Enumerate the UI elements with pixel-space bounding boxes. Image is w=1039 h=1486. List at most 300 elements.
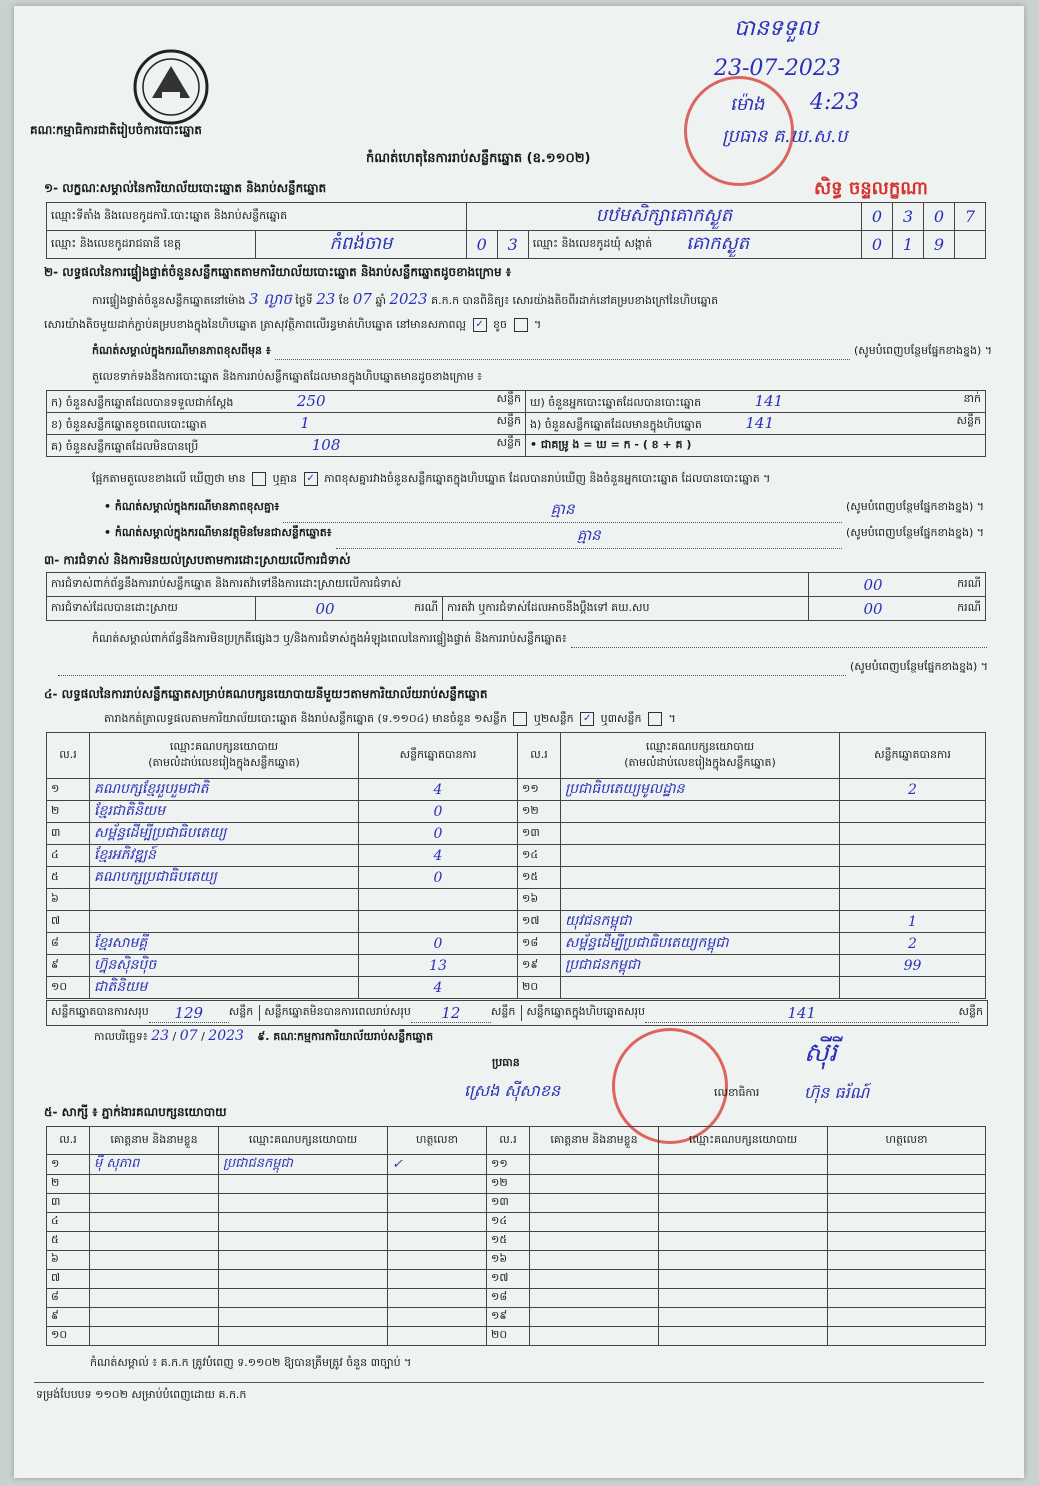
s5-row-sign — [828, 1327, 986, 1346]
s4-row-party: យុវជនកម្ពុជា — [561, 911, 840, 933]
s5-row-name — [530, 1270, 659, 1289]
s2-row3-left-label: គ) ចំនួនសន្លឹកឆ្នោតដែលមិនបានប្រើ — [51, 439, 199, 453]
s1-row2-label: ឈ្មោះ និងលេខកូដរាជធានី ខេត្ត — [47, 231, 256, 259]
s5-row-sign — [828, 1213, 986, 1232]
s2-bullet2-value[interactable]: គ្មាន — [336, 526, 842, 549]
witness-row — [47, 1194, 986, 1213]
s5-row-no: ៦ — [47, 1251, 90, 1270]
s5-row-sign — [828, 1289, 986, 1308]
s4-member-sign: ស៊ីរី — [804, 1038, 838, 1068]
received-date: 23-07-2023 — [714, 56, 841, 81]
org-name: គណៈកម្មាធិការជាតិរៀបចំការបោះឆ្នោត — [30, 123, 202, 137]
s4-invalid-value: 12 — [411, 1004, 491, 1023]
s4-row-votes: 0 — [359, 933, 518, 955]
s5-col-no: ល.រ — [47, 1127, 90, 1155]
s1-row1-value: បឋមសិក្សាគោកស្ងួត — [466, 203, 861, 231]
s5-col-no-2: ល.រ — [487, 1127, 530, 1155]
s4-row-no: ១២ — [518, 801, 561, 823]
s5-row-no: ៥ — [47, 1232, 90, 1251]
s4-row-party: ហ្វ៊ុនស៊ិនប៉ិច — [90, 955, 359, 977]
s2-row1-right — [526, 391, 986, 413]
s1-row1-code-2: 3 — [893, 203, 924, 231]
s2-year-label: ឆ្នាំ — [375, 294, 386, 307]
s2-check-label: ផ្អែកតាមតួលេខខាងលើ ឃើញថា មាន — [92, 472, 246, 485]
results-row — [47, 911, 986, 933]
s3-row1-label: ការជំទាស់ពាក់ព័ន្ធនឹងការរាប់សន្លឹកឆ្នោត និងការតវ៉ាទៅនឹងការដោះស្រាយលើការជំទាស់ — [47, 573, 809, 597]
s4-date-month: 07 — [179, 1028, 198, 1044]
s3-table — [46, 572, 986, 621]
s5-row-party — [659, 1194, 828, 1213]
s5-row-sign — [828, 1155, 986, 1175]
s5-row-name — [530, 1327, 659, 1346]
s4-row-no: ៩ — [47, 955, 90, 977]
s2-intro: តួលេខទាក់ទងនឹងការបោះឆ្នោត និងការរាប់សន្លឹកឆ្នោតដែលមានក្នុងហិបឆ្នោតមានដូចខាងក្រោម ៖ — [92, 370, 483, 383]
s2-row1-right-val: 141 — [754, 391, 784, 410]
s2-bullet1-suffix: (សូមបំពេញបន្ថែមផ្នែកខាងខ្នង) ។ — [845, 500, 984, 513]
s4-invalid-label: សន្លឹកឆ្នោតមិនបានការពេលរាប់សរុប — [264, 1005, 411, 1018]
s5-col-name-2: គោត្តនាម និងនាមខ្លួន — [530, 1127, 659, 1155]
s4-row-votes: 4 — [359, 779, 518, 801]
s5-row-name — [530, 1213, 659, 1232]
section1-table — [46, 202, 986, 259]
s4-total-unit: សន្លឹក — [229, 1005, 260, 1021]
results-row — [47, 801, 986, 823]
s4-row-votes — [359, 889, 518, 911]
s2-formula: • ជាគម្រូ ង = ឃ = ក - ( ខ + គ ) — [530, 437, 692, 451]
s4-opt2: ឬ២សន្លឹក — [533, 712, 574, 725]
s4-row-votes: 0 — [359, 867, 518, 889]
s2-bullet2-suffix: (សូមបំពេញបន្ថែមផ្នែកខាងខ្នង) ។ — [845, 526, 984, 539]
s4-total-value: 129 — [149, 1004, 229, 1023]
s5-row-name — [530, 1308, 659, 1327]
s2-note — [92, 344, 992, 360]
witness-row — [47, 1308, 986, 1327]
s4-row-votes: 4 — [359, 845, 518, 867]
s4-row-party — [561, 889, 840, 911]
s4-chair-sign: ស្រេង ស៊ីសាខន — [464, 1081, 561, 1100]
s4-row-party: ជាតិនិយម — [90, 977, 359, 999]
s4-row-party: សម្ព័ន្ធដើម្បីប្រជាធិបតេយ្យ — [90, 823, 359, 845]
document-page — [14, 6, 1024, 1478]
s5-row-sign — [388, 1327, 487, 1346]
s4-row-votes — [840, 889, 986, 911]
s2-row2-right — [526, 413, 986, 435]
s5-row-name — [530, 1155, 659, 1175]
s4-row-votes: 99 — [840, 955, 986, 977]
s4-box-value: 141 — [645, 1004, 959, 1023]
s5-row-party — [219, 1194, 388, 1213]
s5-row-name — [530, 1175, 659, 1194]
s5-row-party — [219, 1232, 388, 1251]
s1-row1-code-1: 0 — [862, 203, 893, 231]
s5-row-party — [659, 1213, 828, 1232]
s2-row3-left-val: 108 — [311, 435, 341, 454]
s5-row-name — [90, 1327, 219, 1346]
s4-row-no: ១៩ — [518, 955, 561, 977]
s3-row2-val2: 00 — [809, 597, 938, 621]
s5-row-name — [90, 1175, 219, 1194]
s5-col-name: គោត្តនាម និងនាមខ្លួន — [90, 1127, 219, 1155]
s4-intro: តារាងកត់ត្រាលទ្ធផលតាមការិយាល័យបោះឆ្នោត និងរាប់សន្លឹកឆ្នោត (ទ.១១០៤) មានចំនួន ១សន្លឹក ឬ២សន្លឹក ✓ ឬ៣សន្លឹក ។ — [104, 712, 676, 725]
one-sheet-checkbox[interactable] — [513, 712, 527, 726]
results-row — [47, 867, 986, 889]
s4-row-no: ១៦ — [518, 889, 561, 911]
s4-col-no: ល.រ — [47, 733, 90, 779]
s2-note-suffix: (សូមបំពេញបន្ថែមផ្នែកខាងខ្នង) ។ — [853, 344, 992, 357]
results-row — [47, 889, 986, 911]
section1-title: ១- លក្ខណៈសម្គាល់នៃការិយាល័យបោះឆ្នោត និងរាប់សន្លឹកឆ្នោត — [44, 181, 327, 195]
s4-row-no: ១ — [47, 779, 90, 801]
s1-row2-code2-3: 9 — [924, 231, 955, 259]
s4-date-year: 2023 — [208, 1028, 244, 1044]
s4-row-votes: 13 — [359, 955, 518, 977]
s4-col-party-sub: (តាមលំដាប់លេខរៀងក្នុងសន្លឹកឆ្នោត) — [148, 755, 300, 769]
witness-row — [47, 1327, 986, 1346]
s4-row-votes: 0 — [359, 801, 518, 823]
s5-row-name — [90, 1289, 219, 1308]
s2-line2: សោរយ៉ាងតិចមួយដាក់ភ្ជាប់គម្របខាងក្នុងនៃហិបឆ្នោត ត្រាសុវត្ថិភាពលើរន្ធមាត់ហិបឆ្នោត នៅមានសភាពល្អ ✓ ខូច ។ — [44, 318, 542, 331]
s2-year: 2023 — [389, 290, 428, 308]
s1-row1-code-3: 0 — [924, 203, 955, 231]
s5-row-no: ១១ — [487, 1155, 530, 1175]
s5-row-party: ប្រជាជនកម្ពុជា — [219, 1155, 388, 1175]
received-signature: ប្រធាន គ.ឃ.ស.ប — [722, 126, 848, 147]
s3-note-label: កំណត់សម្គាល់ពាក់ព័ន្ធនឹងការមិនប្រក្រតីផ្សេងៗ ឬ/និងការជំទាស់ក្នុងអំឡុងពេលនៃការផ្ទៀងផ្ទាត់ និងការរាប់សន្លឹកឆ្នោត៖ — [92, 632, 567, 645]
s2-row2-left-unit: សន្លឹក — [496, 413, 521, 427]
s2-line1a: ការផ្ទៀងផ្ទាត់ចំនួនសន្លឹកឆ្នោតនៅម៉ោង — [92, 294, 246, 307]
s4-invalid-unit: សន្លឹក — [491, 1005, 522, 1021]
s5-row-no: ១៩ — [487, 1308, 530, 1327]
three-sheets-checkbox[interactable] — [648, 712, 662, 726]
s4-intro-text: តារាងកត់ត្រាលទ្ធផលតាមការិយាល័យបោះឆ្នោត និងរាប់សន្លឹកឆ្នោត (ទ.១១០៤) មានចំនួន ១សន្លឹក — [104, 712, 507, 725]
results-row — [47, 977, 986, 999]
s1-row2-code2-1: 0 — [862, 231, 893, 259]
s2-row1-left — [47, 391, 526, 413]
s5-row-sign: ✓ — [388, 1155, 487, 1175]
s5-col-sign-2: ហត្ថលេខា — [828, 1127, 986, 1155]
witness-row — [47, 1175, 986, 1194]
s5-row-sign — [828, 1175, 986, 1194]
received-time: 4:23 — [810, 90, 860, 115]
has-difference-checkbox[interactable] — [252, 472, 266, 486]
s4-box-label: សន្លឹកឆ្នោតក្នុងហិបឆ្នោតសរុប — [526, 1005, 646, 1018]
s2-row3-left-unit: សន្លឹក — [496, 435, 521, 449]
s4-date-label: កាលបរិច្ឆេទ៖ — [94, 1030, 148, 1043]
s2-month-label: ខែ — [338, 294, 350, 307]
s5-row-no: ៧ — [47, 1270, 90, 1289]
s2-line1c: គ.ក.ក បានពិនិត្យ៖ សោរយ៉ាងតិចពីរដាក់នៅគម្របខាងក្រៅនៃហិបឆ្នោត — [431, 294, 719, 307]
s5-row-no: ១៤ — [487, 1213, 530, 1232]
witness-row — [47, 1251, 986, 1270]
s5-row-party — [219, 1251, 388, 1270]
s4-row-votes — [840, 977, 986, 999]
s3-row2-label2: ការតវ៉ា ឬការជំទាស់ដែលអាចនឹងប្តឹងទៅ គឃ.សប — [443, 597, 809, 621]
s4-col-party-label-2: ឈ្មោះគណបក្សនយោបាយ — [645, 739, 755, 753]
s5-row-no: ១៦ — [487, 1251, 530, 1270]
s3-row2-unit2: ករណី — [937, 597, 986, 621]
s4-row-no: ២ — [47, 801, 90, 823]
s3-row1-val: 00 — [809, 573, 938, 597]
s4-col-party — [90, 733, 359, 779]
s4-row-party: គណបក្សប្រជាធិបតេយ្យ — [90, 867, 359, 889]
s4-opt3: ឬ៣សន្លឹក — [600, 712, 642, 725]
s5-row-party — [659, 1232, 828, 1251]
received-red-name: សិទ្ធ ចន្ទលក្ខណា — [814, 178, 928, 199]
s4-committee: ៩. គណៈកម្មការការិយាល័យរាប់សន្លឹកឆ្នោត — [257, 1030, 434, 1043]
s2-bullet1 — [104, 500, 984, 523]
s5-row-no: ១០ — [47, 1327, 90, 1346]
s1-row2-label2-text: ឈ្មោះ និងលេខកូដឃុំ សង្កាត់ — [532, 236, 653, 250]
s5-row-no: ៨ — [47, 1289, 90, 1308]
s2-row1-left-unit: សន្លឹក — [496, 391, 521, 405]
s4-col-party-label: ឈ្មោះគណបក្សនយោបាយ — [169, 739, 279, 753]
s4-results-table — [46, 732, 986, 999]
s5-row-no: ២ — [47, 1175, 90, 1194]
s4-row-party — [90, 911, 359, 933]
s5-row-sign — [828, 1251, 986, 1270]
s5-row-sign — [388, 1270, 487, 1289]
s5-row-no: ៤ — [47, 1213, 90, 1232]
s5-row-sign — [388, 1251, 487, 1270]
s2-note-line[interactable] — [275, 344, 850, 360]
s1-row2-value: កំពង់ចាម — [256, 231, 467, 259]
s2-check-opt2: ភាពខុសគ្នារវាងចំនួនសន្លឹកឆ្នោតក្នុងហិបឆ្នោត ដែលបានរាប់ឃើញ និងចំនួនអ្នកបោះឆ្នោត ដែលបានបោះឆ្នោត ។ — [324, 472, 771, 485]
s4-date-day: 23 — [151, 1028, 170, 1044]
s4-secretary-sign: ហ៊ុន ធរ័ណ៍ — [804, 1083, 870, 1102]
s5-footer: ទម្រង់បែបបទ ១១០២ សម្រាប់បំពេញដោយ គ.ក.ក — [36, 1388, 247, 1401]
s4-col-votes: សន្លឹកឆ្នោតបានការ — [359, 733, 518, 779]
s4-row-party — [561, 845, 840, 867]
s5-row-no: ២០ — [487, 1327, 530, 1346]
s5-row-party — [219, 1308, 388, 1327]
section5-title: ៥- សាក្សី ៖ ភ្នាក់ងារគណបក្សនយោបាយ — [44, 1105, 227, 1119]
s4-row-no: ៣ — [47, 823, 90, 845]
s5-row-party — [219, 1327, 388, 1346]
s4-row-no: ៧ — [47, 911, 90, 933]
s4-row-votes — [840, 801, 986, 823]
s5-row-sign — [388, 1194, 487, 1213]
s2-bullet1-label: • កំណត់សម្គាល់ក្នុងករណីមានភាពខុសគ្នា៖ — [104, 500, 280, 513]
s4-row-party: ប្រជាធិបតេយ្យមូលដ្ឋាន — [561, 779, 840, 801]
s4-row-no: ២០ — [518, 977, 561, 999]
s4-row-party — [90, 889, 359, 911]
results-row — [47, 823, 986, 845]
s3-note — [92, 632, 987, 648]
witness-row — [47, 1232, 986, 1251]
s2-bad-label: ខូច — [493, 318, 507, 331]
s5-row-no: ១៣ — [487, 1194, 530, 1213]
s5-row-sign — [388, 1232, 487, 1251]
s4-date-line: កាលបរិច្ឆេទ៖ 23 / 07 / 2023 ៩. គណៈកម្មការការិយាល័យរាប់សន្លឹកឆ្នោត — [94, 1028, 434, 1044]
section2-title: ២- លទ្ធផលនៃការផ្ទៀងផ្ទាត់ចំនួនសន្លឹកឆ្នោតតាមការិយាល័យបោះឆ្នោត និងរាប់សន្លឹកឆ្នោតដូចខាងក្រោម ៖ — [44, 265, 512, 279]
s3-row2-val: 00 — [256, 597, 395, 621]
s2-row2-right-unit: សន្លឹក — [956, 413, 981, 427]
s5-row-name: ម៉ី សុភាព — [90, 1155, 219, 1175]
s4-row-votes — [840, 823, 986, 845]
s2-line1 — [92, 290, 1012, 312]
s5-row-no: ១៥ — [487, 1232, 530, 1251]
s2-bullet2-label: • កំណត់សម្គាល់ក្នុងករណីមានវត្ថុមិនមែនជាសន្លឹកឆ្នោត៖ — [104, 526, 332, 539]
s2-row3-left — [47, 435, 526, 457]
s3-note-line2 — [58, 660, 988, 676]
s4-row-votes: 2 — [840, 933, 986, 955]
s3-row2-label: ការជំទាស់ដែលបានដោះស្រាយ — [47, 597, 256, 621]
s2-time: 3 ល្ងាច — [248, 290, 292, 308]
s4-row-party: គណបក្សខ្មែររួបរួមជាតិ — [90, 779, 359, 801]
s4-row-no: ១១ — [518, 779, 561, 801]
s4-col-votes-2: សន្លឹកឆ្នោតបានការ — [840, 733, 986, 779]
s2-row1-right-unit: នាក់ — [963, 391, 981, 405]
no-difference-checkbox[interactable]: ✓ — [304, 472, 318, 486]
doc-title: កំណត់ហេតុនៃការរាប់សន្លឹកឆ្នោត (ឧ.១១០២) — [366, 151, 591, 166]
s5-row-name — [90, 1251, 219, 1270]
s5-col-party-2: ឈ្មោះគណបក្សនយោបាយ — [659, 1127, 828, 1155]
s5-row-name — [530, 1194, 659, 1213]
s3-note-suffix: (សូមបំពេញបន្ថែមផ្នែកខាងខ្នង) ។ — [849, 660, 988, 673]
s2-check-opt1: ឬគ្មាន — [272, 472, 298, 485]
s4-row-no: ១៧ — [518, 911, 561, 933]
s5-row-no: ៩ — [47, 1308, 90, 1327]
s1-row1-label: ឈ្មោះទីតាំង និងលេខកូដការិ.បោះឆ្នោត និងរាប់សន្លឹកឆ្នោត — [47, 203, 467, 231]
s4-row-party: ខ្មែរជាតិនិយម — [90, 801, 359, 823]
s5-row-sign — [388, 1289, 487, 1308]
s4-row-votes: 4 — [359, 977, 518, 999]
s5-row-party — [219, 1175, 388, 1194]
received-label: បានទទួល — [734, 16, 818, 41]
s4-row-no: ១០ — [47, 977, 90, 999]
s4-col-no-2: ល.រ — [518, 733, 561, 779]
s5-col-sign: ហត្ថលេខា — [388, 1127, 487, 1155]
s1-row2-label2 — [528, 231, 861, 259]
s4-row-no: ១៨ — [518, 933, 561, 955]
s5-note-text: កំណត់សម្គាល់ ៖ គ.ក.ក ត្រូវបំពេញ ទ.១១០២ ឱ្យបានត្រឹមត្រូវ ចំនួន ៣ច្បាប់ ។ — [90, 1356, 412, 1369]
results-row — [47, 845, 986, 867]
s5-row-sign — [828, 1232, 986, 1251]
s2-row2-left-label: ខ) ចំនួនសន្លឹកឆ្នោតខូចពេលបោះឆ្នោត — [51, 417, 207, 431]
s2-month: 07 — [352, 290, 372, 308]
s4-row-no: ១៣ — [518, 823, 561, 845]
s1-row2-code-1: 0 — [466, 231, 497, 259]
two-sheets-checkbox[interactable]: ✓ — [580, 712, 594, 726]
s4-row-party — [561, 867, 840, 889]
s5-row-sign — [828, 1308, 986, 1327]
s5-row-name — [90, 1308, 219, 1327]
s4-col-party-sub-2: (តាមលំដាប់លេខរៀងក្នុងសន្លឹកឆ្នោត) — [624, 755, 776, 769]
results-row — [47, 779, 986, 801]
results-row — [47, 955, 986, 977]
s2-row2-left-val: 1 — [300, 413, 310, 432]
s1-row2-value2: គោកស្ងួត — [686, 233, 750, 254]
s4-row-party: ខ្មែរសាមគ្គី — [90, 933, 359, 955]
s4-row-votes: 0 — [359, 823, 518, 845]
s2-figures-table — [46, 390, 986, 457]
bad-checkbox[interactable] — [514, 318, 528, 332]
s3-note-line2-fill[interactable] — [58, 660, 846, 676]
s2-row2-right-val: 141 — [745, 413, 775, 432]
s4-row-no: ៨ — [47, 933, 90, 955]
s5-row-party — [659, 1251, 828, 1270]
s5-row-party — [659, 1175, 828, 1194]
s4-chair-label: ប្រធាន — [492, 1056, 520, 1069]
s4-row-no: ១៥ — [518, 867, 561, 889]
s5-row-name — [530, 1251, 659, 1270]
s5-row-no: ៣ — [47, 1194, 90, 1213]
s5-row-sign — [388, 1213, 487, 1232]
s4-row-no: ៤ — [47, 845, 90, 867]
s4-row-party: សម្ព័ន្ធដើម្បីប្រជាធិបតេយ្យកម្ពុជា — [561, 933, 840, 955]
s4-row-party: ខ្មែរអភិវឌ្ឍន៍ — [90, 845, 359, 867]
s5-row-no: ១២ — [487, 1175, 530, 1194]
s3-note-line[interactable] — [571, 632, 987, 648]
s5-row-party — [659, 1270, 828, 1289]
witness-row — [47, 1155, 986, 1175]
s4-secretary-label: លេខាធិការ — [714, 1086, 760, 1099]
s5-row-name — [530, 1232, 659, 1251]
s4-row-votes — [359, 911, 518, 933]
s2-row2-left — [47, 413, 526, 435]
s5-witness-table — [46, 1126, 986, 1346]
s5-row-name — [90, 1194, 219, 1213]
s5-row-party — [659, 1289, 828, 1308]
s5-row-name — [90, 1213, 219, 1232]
nec-logo — [132, 48, 210, 126]
results-row — [47, 933, 986, 955]
s4-row-no: ១៤ — [518, 845, 561, 867]
s5-row-sign — [388, 1175, 487, 1194]
s2-bullet2 — [104, 526, 984, 549]
s5-row-party — [219, 1270, 388, 1289]
s4-row-party — [561, 977, 840, 999]
s2-line1b: ថ្ងៃទី — [295, 294, 313, 307]
s2-day: 23 — [316, 290, 336, 308]
witness-row — [47, 1289, 986, 1308]
good-checkbox[interactable]: ✓ — [473, 318, 487, 332]
s5-row-party — [659, 1155, 828, 1175]
s4-row-votes: 1 — [840, 911, 986, 933]
s5-row-no: ១៧ — [487, 1270, 530, 1289]
s4-total-label: សន្លឹកឆ្នោតបានការសរុប — [51, 1005, 149, 1018]
s4-box-unit: សន្លឹក — [958, 1005, 983, 1018]
s2-row1-left-label: ក) ចំនួនសន្លឹកឆ្នោតដែលបានទទួលជាក់ស្តែង — [51, 395, 234, 409]
s4-row-votes: 2 — [840, 779, 986, 801]
s5-row-party — [659, 1327, 828, 1346]
s2-note-prefix: កំណត់សម្គាល់ក្នុងករណីមានភាពខុសពីមុន ៖ — [92, 344, 271, 357]
s2-check-line — [92, 472, 992, 488]
s2-row1-left-val: 250 — [296, 391, 326, 410]
s4-row-party — [561, 801, 840, 823]
s2-row1-right-label: ឃ) ចំនួនអ្នកបោះឆ្នោតដែលបានបោះឆ្នោត — [530, 395, 702, 409]
s5-row-no: ១ — [47, 1155, 90, 1175]
s4-row-votes — [840, 867, 986, 889]
section4-title: ៤- លទ្ធផលនៃការរាប់សន្លឹកឆ្នោតសម្រាប់គណបក្សនយោបាយនីមួយៗតាមការិយាល័យរាប់សន្លឹកឆ្នោត — [44, 687, 488, 701]
s1-row2-code-2: 3 — [497, 231, 528, 259]
footer-divider — [34, 1382, 984, 1383]
s5-note — [90, 1356, 411, 1372]
received-time-label: ម៉ោង — [730, 94, 765, 115]
s1-row1-code-4: 7 — [955, 203, 986, 231]
witness-row — [47, 1270, 986, 1289]
s2-bullet1-value[interactable]: គ្មាន — [283, 500, 842, 523]
witness-row — [47, 1213, 986, 1232]
s2-line2-text: សោរយ៉ាងតិចមួយដាក់ភ្ជាប់គម្របខាងក្នុងនៃហិបឆ្នោត ត្រាសុវត្ថិភាពលើរន្ធមាត់ហិបឆ្នោត នៅមានសភាពល្អ — [44, 318, 467, 331]
s5-row-name — [530, 1289, 659, 1308]
s5-row-sign — [828, 1194, 986, 1213]
s4-row-party: ប្រជាជនកម្ពុជា — [561, 955, 840, 977]
s4-totals — [46, 1000, 988, 1026]
s5-row-sign — [388, 1308, 487, 1327]
s2-row2-right-label: ង) ចំនួនសន្លឹកឆ្នោតដែលមានក្នុងហិបឆ្នោត — [530, 417, 702, 431]
s4-col-party-2 — [561, 733, 840, 779]
